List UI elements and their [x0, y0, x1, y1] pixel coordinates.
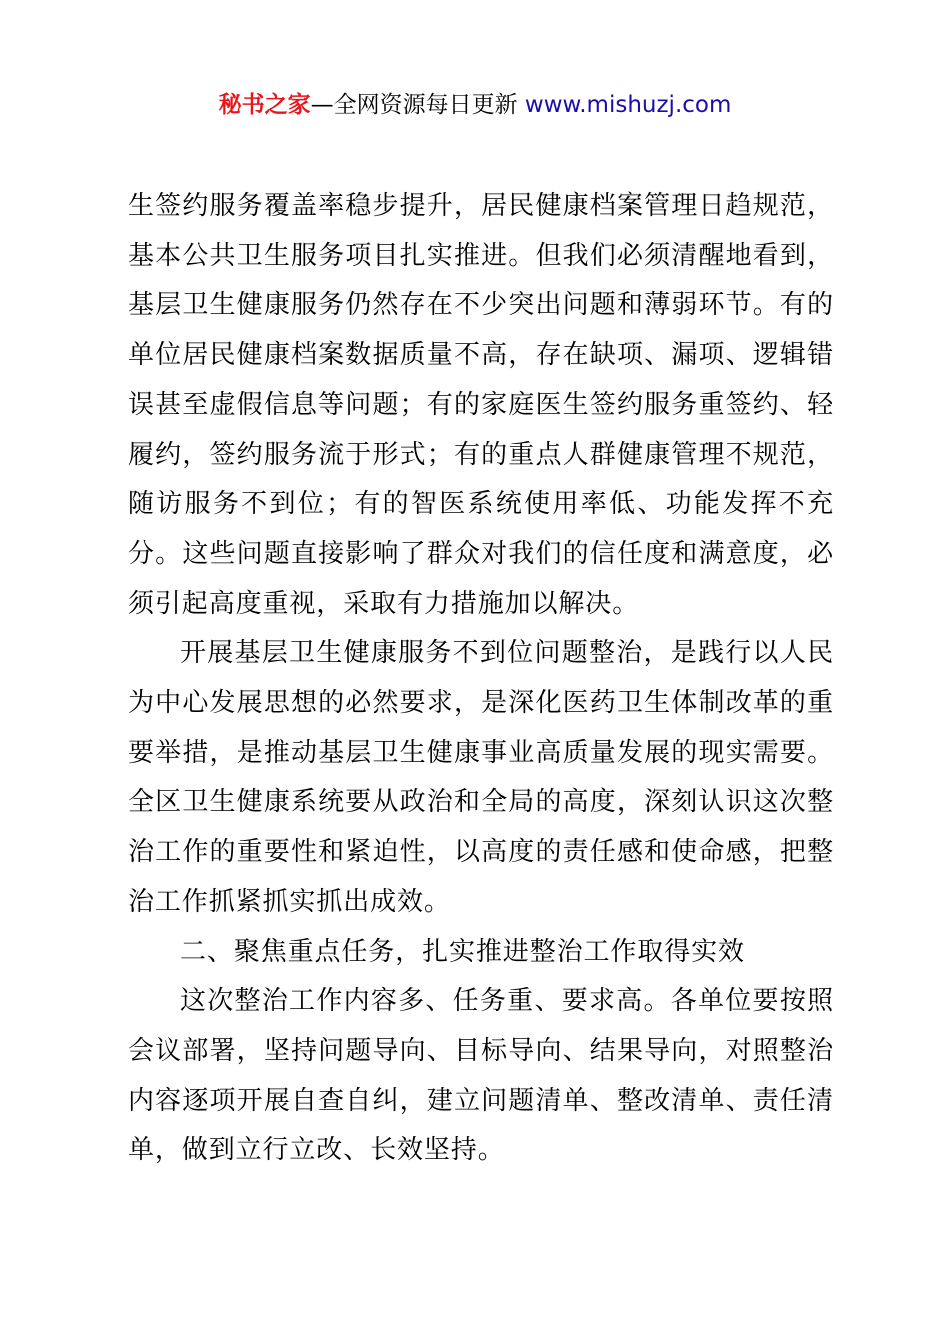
page-header [0, 88, 950, 122]
document-body [128, 182, 834, 1176]
header-tagline: —全网资源每日更新 [310, 92, 525, 118]
header-url: www.mishuzj.com [524, 92, 732, 118]
paragraph-significance: 开展基层卫生健康服务不到位问题整治，是践行以人民为中心发展思想的必然要求，是深化医药卫生体制改革的重要举措，是推动基层卫生健康事业高质量发展的现实需要。全区卫生健康系统要从政治和全局的高度，深刻认识这次整治工作的重要性和紧迫性，以高度的责任感和使命感，把整治工作抓紧抓实抓出成效。 [128, 638, 834, 917]
brand-name: 秘书之家 [218, 92, 311, 118]
paragraph-tasks: 这次整治工作内容多、任务重、要求高。各单位要按照会议部署，坚持问题导向、目标导向、结果导向，对照整治内容逐项开展自查自纠，建立问题清单、整改清单、责任清单，做到立行立改、长效坚持。 [128, 986, 834, 1166]
paragraph-continuation: 生签约服务覆盖率稳步提升，居民健康档案管理日趋规范，基本公共卫生服务项目扎实推进。但我们必须清醒地看到，基层卫生健康服务仍然存在不少突出问题和薄弱环节。有的单位居民健康档案数据质量不高，存在缺项、漏项、逻辑错误甚至虚假信息等问题；有的家庭医生签约服务重签约、轻履约，签约服务流于形式；有的重点人群健康管理不规范，随访服务不到位；有的智医系统使用率低、功能发挥不充分。这些问题直接影响了群众对我们的信任度和满意度，必须引起高度重视，采取有力措施加以解决。 [128, 191, 834, 619]
section-heading: 二、聚焦重点任务，扎实推进整治工作取得实效 [180, 936, 745, 967]
